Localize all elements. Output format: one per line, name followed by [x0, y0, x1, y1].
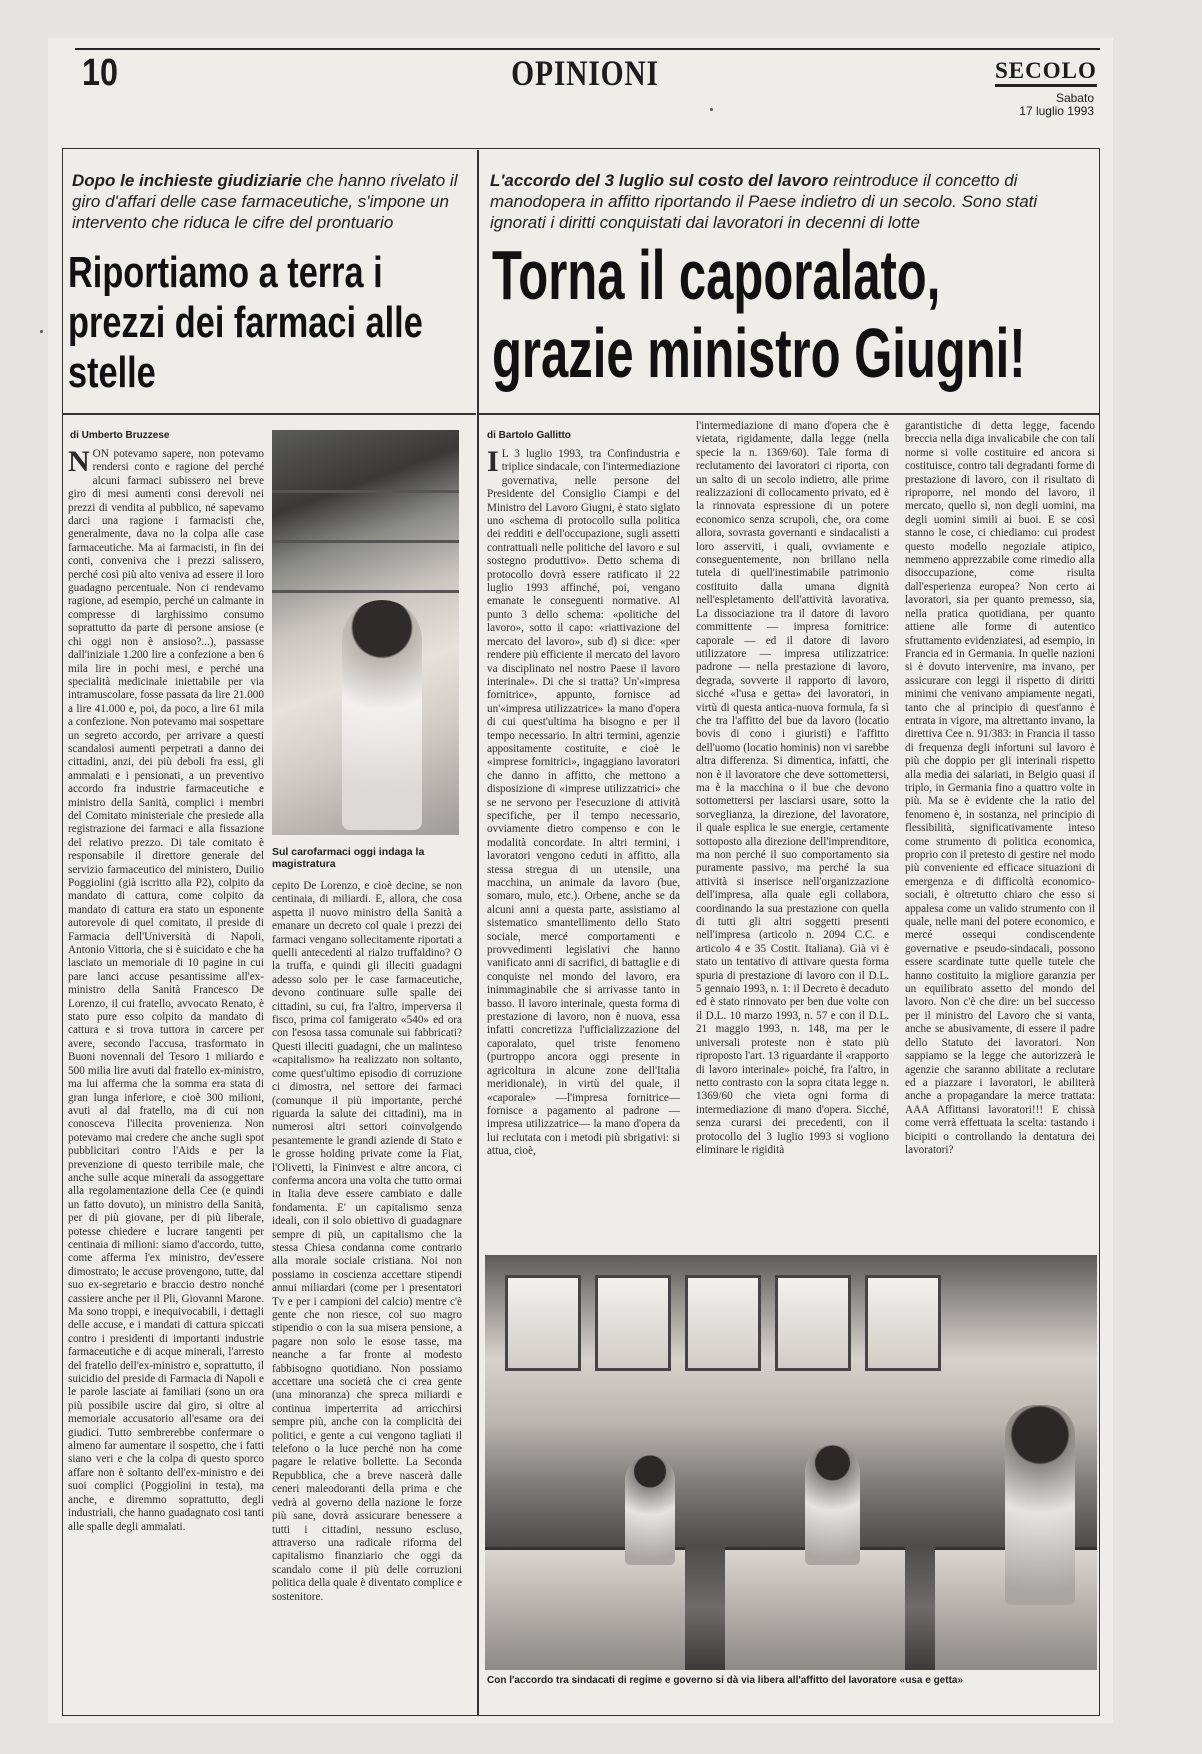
masthead-rule [75, 48, 1100, 50]
left-column-1 [68, 448, 264, 1708]
print-speck [710, 108, 713, 111]
left-drop-cap: N [68, 448, 90, 478]
pharmacist-photo-caption: Sul carofarmaci oggi indaga la magistratura [272, 846, 425, 870]
right-header-rule [479, 413, 1099, 415]
right-column-3 [905, 420, 1095, 1246]
right-column-2 [696, 420, 889, 1246]
left-column-2 [272, 880, 462, 1710]
right-column-1-text: L 3 luglio 1993, tra Confindustria e triplice sindacale, con l'intermediazione governativa, nelle persone del Presidente del Consiglio Ciampi e del Ministro del Lavoro Giugni, è stato siglato uno «schema di protocollo sulla politica dei redditi e dell'occupazione, sugli assetti contrattuali nelle politiche del lavoro e sul sostegno produttivo». Detto schema di protocollo dovrà essere ratificato il 22 luglio 1993 affinché, poi, vengano emanate le conseguenti normative. Al punto 3 dello schema: «politiche del lavoro», sotto il capo: «riattivazione del mercato del lavoro», sub d) si dice: «per rendere più efficiente il mercato del lavoro va disciplinato nel nostro Paese il lavoro interinale». Di che si tratta? Un'«impresa fornitrice», appunto, fornisce ad un'«impresa utilizzatrice» la mano d'opera di cui quest'ultima ha bisogno e per il tempo necessario. In altri termini, agenzie appositamente costituite, e cioè le «imprese fornitrici», ingaggiano lavoratori che danno in affitto, che mettono a disposizione di «imprese utilizzatrici» che se ne servono per l'esecuzione di attività specifiche, per il tempo necessario, ovviamente dietro compenso e con le modalità concordate. In altri termini, i lavoratori vengono ceduti in affitto, alla stessa stregua di un utensile, una macchina, un animale da lavoro (bue, somaro, mulo, etc.). Orbene, anche se da alcuni anni a questa parte, assistiamo al sistematico smantellimento dello Stato sociale, mercé comportamenti e provvedimenti legislativi che hanno vanificato anni di sacrifici, di battaglie e di conquiste nel mondo del lavoro, era inimmaginabile che si arrivasse tanto in basso. Il lavoro interinale, questa forma di prestazione di lavoro, non è nuova, essa infatti concretizza l'ufficializzazione del caporalato, quel triste fenomeno (purtroppo ancora oggi presente in agricoltura in alcune zone dell'Italia meridionale), in virtù del quale, il «caporale» —l'impresa fornitrice— fornisce a pagamento al padrone —impresa utilizzatrice— la mano d'opera da lui reclutata con i metodi più sbrigativi: si attua, cioè, [487, 448, 680, 1158]
article-divider [477, 150, 479, 1715]
left-headline: Riportiamo a terra i prezzi dei farmaci alle stelle [68, 248, 423, 397]
section-title: OPINIONI [511, 53, 659, 93]
left-column-1-text: ON potevamo sapere, non potevamo rendersi conto e ragione del perché alcuni farmaci subissero nel breve giro di mesi aumenti consi derevoli nei prezzi di vendita al pubblico, né sapevamo darci una ragione i farmacisti che, generalmente, dava no la colpa alle case farmaceutiche. Ma ai farmacisti, in fin dei conti, conveniva che i prezzi salissero, perché così più alto veniva ad essere il loro guadagno percentuale. Non ci rendevamo ragione, ad esempio, perché un calmante in compresse di larghissimo consumo soprattutto da parte di persone ansiose (e chi oggi non è ansioso?...), passasse dall'iniziale 1.200 lire a confezione a ben 6 mila lire in pochi mesi, e perché una specialità medicinale iniettabile per via intramuscolare, fosse passata da lire 21.000 a lire 41.000 e, poi, da poco, a lire 61 mila a confezione. Non potevamo mai sospettare un segreto accordo, per arrivare a questi scandalosi aumenti perpetrati a danno dei cittadini, anzi, dei più deboli fra essi, gli ammalati e i pensionati, a un preventivo accordo fra industrie farmaceutiche e ministro della Sanità, complici i membri del Comitato ministeriale che presiede alla registrazione dei farmaci e alla fissazione del relativo prezzo. Di tale comitato è responsabile il direttore generale del servizio farmaceutico del ministero, Duilio Poggiolini (già iscritto alla P2), colpito da mandato di cattura, come colpito da mandato di cattura era stato un esponente autorevole di quel comitato, il preside di Farmacia dell'Università di Napoli, Antonio Vittoria, che si è suicidato e che ha lasciato un memoriale di 10 pagine in cui pare lanci accuse pesantissime all'ex-ministro della Sanità Francesco De Lorenzo, il cui fratello, avvocato Renato, è stato pure esso colpito da mandato di cattura e si trova tuttora in carcere per avere, secondo l'accusa, trasformato in Buoni novennali del Tesoro 1 miliardo e 500 milia lire avuti dal fratello ex-ministro, ma lui afferma che la somma era stata di gran lunga inferiore, e cioè 300 milioni, avuti al dal fratello, ma di cui non conosceva l'illecita provenienza. Non potevamo mai credere che anche sugli spot pubblicitari contro l'Aids e per la prevenzione di questo terribile male, che anche sulle acque minerali da assoggettare alla regolamentazione della Cee (e quindi un fatto dovuto), un ministro della Sanità, per di più giovane, per di più liberale, potesse chiedere e lucrare tangenti per centinaia di milioni: siamo d'accordo, tutto, come afferma l'ex ministro, dev'essere dimostrato; le accuse provengono, tutte, dal suo ex-segretario e braccio destro nonché cassiere anche per il Pli, Giovanni Marone. Ma sono troppi, e inequivocabili, i dettagli delle accuse, e i mandati di cattura spiccati contro i presidenti di importanti industrie farmaceutiche e di acque minerali, l'arresto del fratello dell'ex-ministro e, soprattutto, il suicidio del preside di Farmacia di Napoli e le parole lasciate ai familiari (sono un ora più possibile uscire dal giro, si oltre al memoriale accusatorio all'esame ora dei giudici. Tutto sembrerebbe confermare o almeno far aumentare il sospetto, che i fatti siano veri e che la colpa di questo sporco affare non è soltanto dell'ex-ministro e dei suoi complici (Poggiolini in testa), ma anche, e diremmo soprattutto, degli industriali, che hanno guadagnato cosi tanti alle spalle degli ammalati. [68, 448, 264, 1533]
left-header-rule [63, 413, 476, 415]
left-column-2-text: cepito De Lorenzo, e cioè decine, se non centinaia, di miliardi. E, allora, che cosa aspetta il nuovo ministro della Sanità a emanare un decreto col quale i prezzi dei farmaci vengano sollecitamente riportati a quelli antecedenti al rialzo truffaldino? O la truffa, e quindi gli illeciti guadagni adesso solo per le case farmaceutiche, devono continuare sulle spalle dei cittadini, su cui, fra l'altro, imperversa il fisco, prima col famigerato «540» ed ora con l'esosa tassa comunale sui fabbricati? Questi illeciti guadagni, che un malinteso «capitalismo» ha realizzato non soltanto, come quest'ultimo episodio di corruzione ci dimostra, nel settore dei farmaci (comunque il più importante, perché riguarda la salute dei cittadini), ma in numerosi altri settori coinvolgendo pesantemente le grandi aziende di Stato e le grosse holding private come la Fiat, l'Olivetti, la Fininvest e altre ancora, ci conferma ancora una volta che tutto ormai in Italia deve essere cambiato e dalle fondamenta. E' un capitalismo senza ideali, con il solo obiettivo di guadagnare sempre di più, un capitalismo che la stessa Chiesa condanna come contrario alla morale sociale cristiana. Noi non possiamo in coscienza accettare stipendi annui miliardari (come per i presentatori Tv e per i campioni del calcio) mentre c'è gente che non riesce, col suo magro stipendio o con la sua misera pensione, a pagare non solo le esose tasse, ma neanche a far fronte al modesto fabbisogno quotidiano. Non possiamo accettare una società che ci crea gente (una minoranza) che spreca miliardi e continua imperterrita ad arricchirsi sempre più, anche con la complicità dei politici, e gente a cui vengono tagliati il telefono o la luce perché non ha come pagare le relative bollette. La Seconda Repubblica, che a breve nascerà dalle ceneri maleodoranti della prima e che vedrà al governo della nazione le forze più sane, dovrà assicurare benessere a tutti i cittadini, nessuno escluso, attraverso una radicale riforma del capitalismo finanziario che oggi da scandalo come il più delle corruzioni politica della quale è diventato complice e sostenitore. [272, 880, 462, 1603]
print-speck [40, 330, 43, 333]
right-headline: Torna il caporalato, grazie ministro Giugni! [492, 236, 1026, 392]
pharmacist-photo [272, 430, 459, 835]
right-column-3-text: garantistiche di detta legge, facendo breccia nella diga invalicabile che con tali norme si volle costituire ed ancora si costituisce, contro tali degradanti forme di prestazione di lavoro, con il risultato di riproporre, nel mondo del lavoro, il mercato, quello sì, non degli uomini, ma degli uomini simili ai buoi. E se così stanno le cose, ci chiediamo: cui prodest questo modello negoziale atipico, nemmeno apprezzabile come rimedio alla disoccupazione, come risulta dall'esperienza europea? Non certo ai lavoratori, sia per quanto premesso, sia, nella pratica quotidiana, per quanto attiene alle forme di autentico sfruttamento evidenziatesi, ad esempio, in Francia ed in Germania. In quelle nazioni si è dovuto intervenire, ma invano, per assicurare con leggi il rispetto di diritti minimi che venivano ampiamente negati, tanto che al principio di quest'anno è entrata in vigore, ma altrettanto invano, la direttiva Cee n. 91/383: in Francia il tasso di frequenza degli infortuni sul lavoro è più che doppio per gli interinali rispetto alla media dei salariati, in Belgio quasi il triplo, in Germania fino a quattro volte in più. Ma se è evidente che la ratio del fenomeno è, in sostanza, nel principio di flessibilità, significativamente inteso come strumento di politica economica, proprio con il pretesto di gestire nel modo più conveniente ed efficace situazioni di emergenza e di difficoltà economico-sociali, è oltretutto chiaro che esso si appalesa come un valido strumento con il quale, nelle mani del potere economico, e mercé ossequi condiscendente governative e pseudo-sindacali, possono essere scardinate tutte quelle tutele che hanno costituito la migliore garanzia per un equilibrato assetto del mondo del lavoro. Non c'è che dire: un bel successo per il ministro del Lavoro che si vanta, anche se abusivamente, di essere il padre dello Statuto dei lavoratori. Non sappiamo se la legge che autorizzerà le agenzie che saranno abilitate a reclutare ed a piazzare i lavoratori, le abiliterà anche a propagandare la merce trattata: AAA Affittansi lavoratori!!! E chissà come verrà effettuata la scelta: tastando i bicipiti o controllando la dentatura dei lavoratori? [905, 420, 1095, 1156]
left-kicker [72, 170, 462, 233]
newspaper-brand: SECOLO [995, 58, 1097, 87]
right-kicker [490, 170, 1090, 233]
left-kicker-text: che hanno rivelato il giro d'affari delle case farmaceutiche, s'impone un intervento che riduca le cifre del prontuario [72, 171, 458, 232]
issue-day: Sabato [1055, 91, 1094, 105]
right-byline: di Bartolo Gallitto [487, 430, 571, 441]
left-kicker-bold: Dopo le inchieste giudiziarie [72, 171, 302, 190]
issue-date-value: 17 luglio 1993 [1019, 104, 1094, 118]
right-column-1 [487, 448, 680, 1246]
right-drop-cap: I [487, 448, 499, 478]
factory-photo-caption: Con l'accordo tra sindacati di regime e governo si dà via libera all'affitto del lavoratore «usa e getta» [487, 1675, 964, 1686]
right-column-2-text: l'intermediazione di mano d'opera che è vietata, rigidamente, dalla legge (nella specie la n. 1369/60). Tale forma di reclutamento dei lavoratori ci riporta, con un salto di un secolo indietro, alle prime realizzazioni di collocamento privato, ed è la rinnovata espressione di un potere economico senza scrupoli, che, ora come allora, sovrasta governanti e sindacalisti a loro asserviti, i quali, ovviamente e conseguentemente, non brillano nella tutela di quell'inestimabile patrimonio costituito dalla umana dignità nell'espletamento dell'attività lavorativa. La dissociazione tra il datore di lavoro committente — impresa fornitrice: caporale — ed il datore di lavoro utilizzatore — impresa utilizzatrice: padrone — nella prestazione di lavoro, degrada, sovverte il rapporto di lavoro, sicché «l'usa e getta» dei lavoratori, in virtù di questa antica-nuova formula, fa sì che tra l'affitto del bue da lavoro (locatio bovis di cono i giuristi) e l'affitto dell'uomo (locatio hominis) non vi sarebbe altra differenza. Si dimentica, infatti, che non è il lavoratore che deve sottomettersi, ma è la macchina o il bue che devono sottomettersi per lasciarsi usare, sotto la sorveglianza, la direzione, del lavoratore, il quale esplica le sue energie, certamente sottoposto alla direzione dell'imprenditore, ma non perché il suo comportamento sia puramente passivo, ma perché la sua attività si inserisce nell'organizzazione dell'impresa, alla quale egli collabora, coordinando la sua prestazione con quella di tutti gli altri soggetti presenti nell'impresa (articolo n. 2094 C.C. e articolo 4 e 35 Costit. Italiana). Già vi è stato un tentativo di attivare questa forma spuria di prestazione di lavoro con il D.L. 5 gennaio 1993, n. 1: il Decreto è decaduto ed è stato rinnovato per ben due volte con il D.L. 10 marzo 1993, n. 57 e con il D.L. 21 maggio 1993, n. 148, ma per le universali proteste non è stato più riproposto l'art. 13 riguardante il «rapporto di lavoro interinale» poiché, fra l'altro, in netto contrasto con la sopra citata legge n. 1369/60 che vieta ogni forma di intermediazione di mano d'opera. Sicché, senza curarsi dei precedenti, con il protocollo del 3 luglio 1993 si vogliono eliminare le rigidità [696, 420, 889, 1156]
factory-workers-photo [485, 1255, 1097, 1670]
page-number: 10 [82, 52, 118, 94]
right-kicker-text: reintroduce il concetto di manodopera in affitto riportando il Paese indietro di un secolo. Sono stati ignorati i diritti conquistati dai lavoratori in decenni di lotte [490, 171, 1038, 232]
right-kicker-bold: L'accordo del 3 luglio sul costo del lavoro [490, 171, 829, 190]
left-byline: di Umberto Bruzzese [70, 430, 170, 441]
issue-date [1019, 92, 1094, 118]
